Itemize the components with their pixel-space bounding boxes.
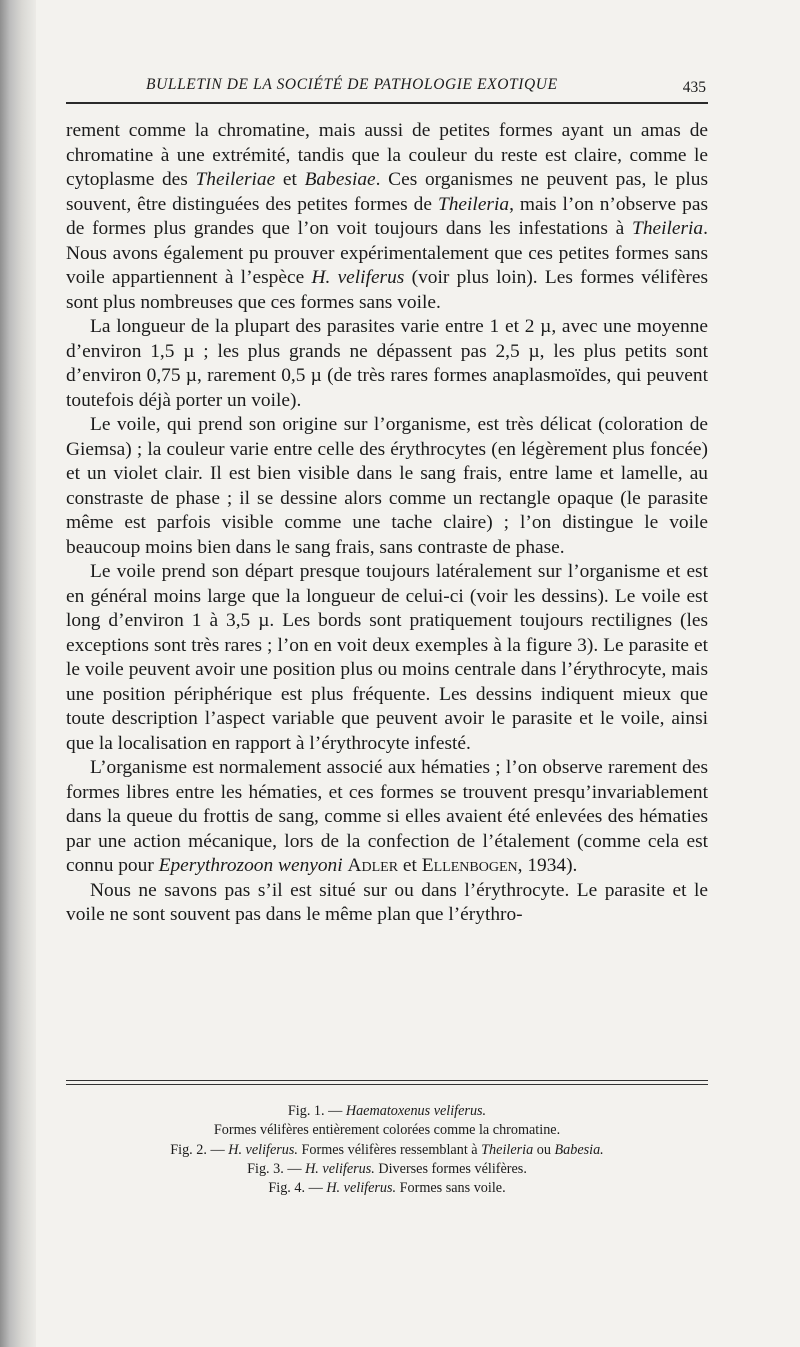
caption-species: H. veliferus.	[326, 1180, 397, 1197]
text-segment: L’organisme est normalement associé aux hématies ; l’on observe rarement des formes libres entre les hématies, et ces formes se trouvent presqu’invariablement dans la queue du frottis de sang, comme si elles avaient été enlevées des hématies par une action mécanique, lors de la confection de l’étalement (comme cela est connu pour	[66, 757, 708, 876]
paragraph	[66, 119, 708, 315]
caption-species: Haematoxenus veliferus.	[345, 1103, 487, 1119]
caption-text: Diverses formes vélifères.	[374, 1160, 527, 1177]
text-segment: , mais l’on n’observe pas de formes plus grandes que l’on voit toujours dans les infestations à	[66, 193, 708, 239]
caption-fig-3	[66, 1160, 708, 1179]
running-header	[66, 74, 708, 104]
text-segment: Le voile, qui prend son origine sur l’organisme, est très délicat (coloration de Giemsa) ; la couleur varie entre celle des érythrocytes (en légèrement plus foncée) et un violet clair. Il est bien visible dans le sang frais, entre lame et lamelle, au constraste de phase ; il se dessine alors comme un rectangle opaque (le parasite même est parfois visible comme une tache claire) ; l’on distingue le voile beaucoup moins bien dans le sang frais, sans contraste de phase.	[66, 414, 708, 558]
caption-text: Fig. 2. —	[170, 1141, 229, 1158]
text-segment: Le voile prend son départ presque toujours latéralement sur l’organisme et est en général moins large que la longueur de celui-ci (voir les dessins). Le voile est long d’environ 1 à 3,5 µ. Les bords sont pratiquement toujours rectilignes (les exceptions sont très rares ; l’on en voit deux exemples à la figure 3). Le parasite et le voile peuvent avoir une position plus ou moins centrale dans l’érythrocyte, mais une position périphérique est plus fréquente. Les dessins indiquent mieux que toute description l’aspect variable que peuvent avoir le parasite et le voile, ainsi que la localisation en rapport à l’érythrocyte infesté.	[66, 561, 708, 754]
text-segment: . Ces organismes ne peuvent pas, le plus souvent, être distinguées des petites formes de	[66, 169, 708, 215]
text-segment: rement comme la chromatine, mais aussi de petites formes ayant un amas de chromatine à une extrémité, tandis que la couleur du reste est claire, comme le cytoplasme des	[66, 120, 708, 190]
article-body	[66, 119, 708, 928]
caption-fig-4	[66, 1179, 708, 1198]
page-binding-shadow	[0, 0, 36, 1347]
paragraph	[66, 413, 708, 560]
caption-species: Babesia.	[554, 1141, 604, 1158]
text-segment: et	[275, 169, 305, 190]
caption-text: Formes vélifères ressemblant à	[297, 1141, 482, 1158]
caption-text: Formes vélifères entièrement colorées comme la chromatine.	[213, 1122, 561, 1139]
text-segment: (voir plus loin). Les formes vélifères sont plus nombreuses que ces formes sans voile.	[66, 267, 709, 313]
italic-term: Theileria	[632, 218, 704, 239]
caption-text: Formes sans voile.	[396, 1180, 506, 1197]
running-title: BULLETIN DE LA SOCIÉTÉ DE PATHOLOGIE EXOTIQUE	[146, 76, 558, 93]
caption-species: H. veliferus.	[228, 1141, 298, 1158]
text-segment: , 1934).	[517, 855, 578, 876]
caption-text: Fig. 1. —	[287, 1103, 346, 1119]
text-segment: Nous ne savons pas s’il est situé sur ou dans l’érythrocyte. Le parasite et le voile ne sont souvent pas dans le même plan que l’érythro-	[66, 879, 708, 925]
text-segment: et	[398, 855, 422, 876]
caption-fig-1-description	[66, 1121, 708, 1140]
caption-text: ou	[533, 1141, 555, 1158]
figure-caption-rule	[66, 1080, 708, 1085]
paragraph	[66, 560, 708, 756]
italic-term: Babesiae	[304, 169, 376, 190]
caption-fig-1	[66, 1102, 708, 1121]
italic-term: H. veliferus	[311, 267, 405, 288]
caption-species: Theileria	[481, 1141, 534, 1158]
italic-term: Eperythrozoon wenyoni	[158, 855, 343, 876]
figure-captions	[66, 1102, 708, 1198]
italic-term: Theileria	[437, 193, 510, 215]
text-segment: . Nous avons également pu prouver expérimentalement que ces petites formes sans voile appartiennent à l’espèce	[66, 218, 708, 288]
paragraph	[66, 315, 708, 413]
text-segment: La longueur de la plupart des parasites varie entre 1 et 2 µ, avec une moyenne d’environ 1,5 µ ; les plus grands ne dépassent pas 2,5 µ, les plus petits sont d’environ 0,75 µ, rarement 0,5 µ (de très rares formes anaplasmoïdes, qui peuvent toutefois déjà porter un voile).	[66, 316, 708, 411]
page-number: 435	[682, 79, 706, 96]
paragraph	[66, 879, 708, 928]
author-name: Ellenbogen	[421, 855, 518, 876]
caption-text: Fig. 4. —	[268, 1180, 327, 1197]
caption-text: Fig. 3. —	[247, 1160, 306, 1177]
paragraph	[66, 756, 708, 879]
caption-species: H. veliferus.	[305, 1160, 375, 1177]
italic-term: Theileriae	[195, 169, 276, 190]
author-name: Adler	[347, 855, 399, 876]
caption-fig-2	[66, 1141, 708, 1160]
